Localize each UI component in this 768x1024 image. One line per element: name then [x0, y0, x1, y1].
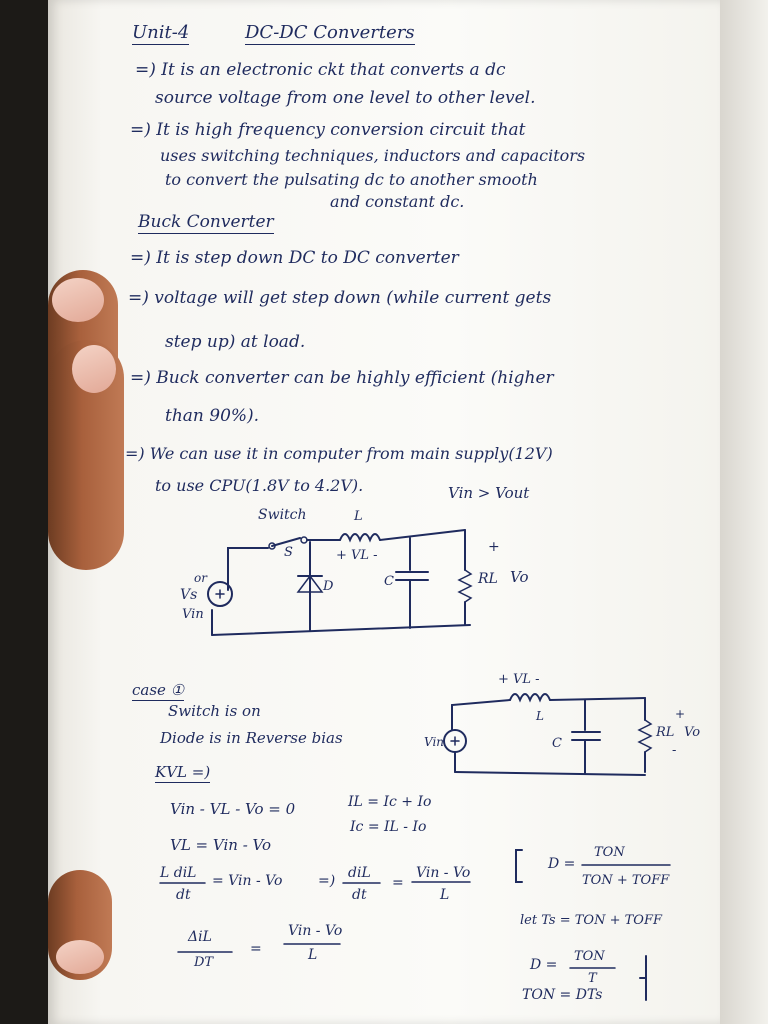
duty-d-label: D =: [548, 856, 576, 872]
unit-title: Unit-4: [132, 22, 190, 43]
let-ts-equation: let Ts = TON + TOFF: [520, 913, 662, 928]
case1-heading: case ①: [132, 681, 185, 699]
inductor-label: L: [354, 509, 363, 524]
topic-title: DC-DC Converters: [245, 22, 415, 43]
case1-vin-label: Vin: [424, 735, 445, 749]
delta-il-denominator: DT: [194, 955, 214, 970]
ldil-rhs: = Vin - Vo: [212, 873, 283, 889]
delta-rhs-denominator: L: [308, 947, 318, 963]
dil-denominator: dt: [352, 887, 367, 903]
diode-label: D: [323, 579, 334, 594]
kvl-equation-2: VL = Vin - Vo: [170, 836, 272, 854]
case1-capacitor-label: C: [552, 736, 562, 751]
intro-line-1: =) It is an electronic ckt that converts a dc: [135, 60, 506, 80]
buck-heading: Buck Converter: [138, 212, 274, 232]
delta-il-numerator: ΔiL: [188, 929, 212, 945]
rl-label: RL: [478, 571, 498, 587]
implies-symbol: =): [318, 873, 336, 889]
current-equation-2: Ic = IL - Io: [350, 819, 427, 835]
vin-vout-label: Vin > Vout: [448, 484, 530, 502]
switch-label: Switch: [258, 507, 307, 523]
duty-denominator: TON + TOFF: [582, 873, 670, 888]
vo-label: Vo: [510, 568, 529, 586]
case1-plus-label: +: [675, 707, 686, 721]
kvl-label: KVL =): [155, 763, 211, 781]
duty-numerator: TON: [594, 845, 625, 860]
buck-point-2b: step up) at load.: [165, 332, 306, 352]
duty2-numerator: TON: [574, 949, 605, 964]
buck-point-1: =) It is step down DC to DC converter: [130, 248, 459, 268]
intro-line-2: source voltage from one level to other level.: [155, 88, 536, 108]
delta-il-equals: =: [250, 941, 262, 957]
vin-label: Vin: [182, 607, 204, 622]
ton-dts-equation: TON = DTs: [522, 987, 603, 1003]
delta-rhs-numerator: Vin - Vo: [288, 923, 343, 939]
duty2-denominator: T: [588, 971, 597, 986]
buck-circuit-wires: [208, 530, 471, 635]
or-label: or: [194, 571, 207, 585]
buck-point-3: =) Buck converter can be highly efficient (higher: [130, 368, 554, 388]
case1-switch-on: Switch is on: [168, 702, 261, 720]
case1-rl-label: RL: [656, 725, 675, 740]
case1-diode-reverse: Diode is in Reverse bias: [160, 729, 343, 747]
vo-plus-label: +: [488, 539, 500, 555]
switch-s-label: S: [284, 545, 293, 560]
case1-minus-label: -: [672, 743, 677, 758]
ldil-denominator: dt: [176, 887, 191, 903]
intro-line-3: =) It is high frequency conversion circuit that: [130, 120, 526, 140]
dil-numerator: diL: [348, 865, 371, 881]
capacitor-label: C: [384, 574, 394, 589]
dil-equals: =: [392, 875, 404, 891]
intro-line-4: uses switching techniques, inductors and capacitors: [160, 146, 586, 165]
vl-label: + VL -: [336, 548, 378, 563]
case1-inductor-label: L: [536, 709, 544, 723]
vs-label: Vs: [180, 587, 198, 603]
ldil-numerator: L diL: [160, 865, 197, 881]
vin-vo-denominator: L: [440, 887, 450, 903]
buck-point-2: =) voltage will get step down (while current gets: [128, 288, 552, 308]
kvl-equation-1: Vin - VL - Vo = 0: [170, 800, 296, 818]
intro-line-6: and constant dc.: [330, 192, 465, 211]
case1-vo-label: Vo: [684, 725, 701, 740]
case1-circuit-wires: [444, 694, 651, 775]
buck-point-4b: to use CPU(1.8V to 4.2V).: [155, 476, 364, 495]
buck-point-4: =) We can use it in computer from main supply(12V): [125, 444, 553, 463]
duty-d2-label: D =: [530, 957, 558, 973]
current-equation-1: IL = Ic + Io: [348, 794, 432, 810]
intro-line-5: to convert the pulsating dc to another smooth: [165, 170, 538, 189]
case1-vl-label: + VL -: [498, 672, 540, 687]
vin-vo-numerator: Vin - Vo: [416, 865, 471, 881]
buck-point-3b: than 90%).: [165, 406, 260, 426]
